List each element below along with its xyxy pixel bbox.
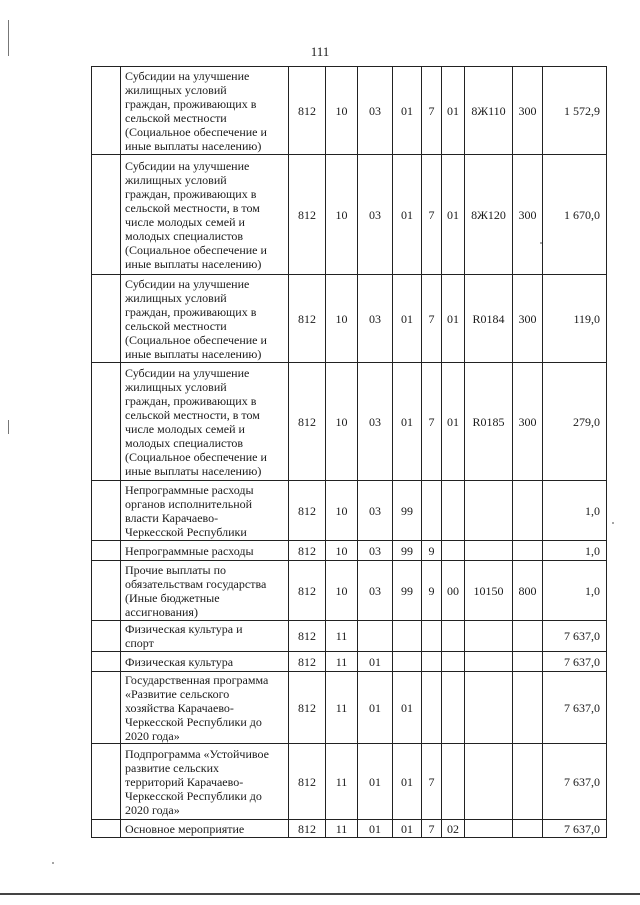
- cell-subsection: 03: [358, 67, 393, 155]
- cell-section: 11: [326, 621, 358, 652]
- row-name-line: 2020 года»: [125, 728, 180, 743]
- row-name-line: Черкесской Республики: [125, 524, 247, 539]
- table-row: [92, 561, 607, 621]
- cell-subprogram: 7: [422, 820, 442, 838]
- cell-subprogram: [422, 621, 442, 652]
- cell-expense-type: [513, 820, 543, 838]
- cell-amount: 7 637,0: [543, 652, 607, 672]
- cell-program: [393, 652, 422, 672]
- cell-program: 01: [393, 275, 422, 363]
- row-name-line: граждан, проживающих в: [125, 96, 257, 111]
- row-name-line: (Социальное обеспечение и: [125, 449, 267, 464]
- cell-target-code: [465, 744, 513, 820]
- cell-subprogram: [422, 652, 442, 672]
- cell-expense-type: 300: [513, 155, 543, 275]
- row-blank-cell: [92, 652, 121, 672]
- cell-subprogram: 7: [422, 67, 442, 155]
- cell-subprogram: [422, 672, 442, 744]
- cell-event: 02: [442, 820, 465, 838]
- cell-target-code: 10150: [465, 561, 513, 621]
- cell-subsection: 03: [358, 155, 393, 275]
- cell-section: 11: [326, 652, 358, 672]
- row-name-cell: [121, 481, 289, 541]
- cell-subsection: 01: [358, 820, 393, 838]
- cell-amount: 279,0: [543, 363, 607, 481]
- row-blank-cell: [92, 481, 121, 541]
- table-row: [92, 155, 607, 275]
- row-name-line: Физическая культура и: [125, 622, 243, 636]
- cell-subprogram: 7: [422, 155, 442, 275]
- cell-section: 10: [326, 275, 358, 363]
- row-blank-cell: [92, 541, 121, 561]
- row-name-line: Подпрограмма «Устойчивое: [125, 746, 269, 761]
- row-blank-cell: [92, 820, 121, 838]
- row-name-line: (Социальное обеспечение и: [125, 332, 267, 347]
- cell-amount: 119,0: [543, 275, 607, 363]
- row-name-line: граждан, проживающих в: [125, 304, 257, 319]
- row-name-line: власти Карачаево-: [125, 510, 219, 525]
- row-name-line: жилищных условий: [125, 379, 227, 394]
- row-name-line: граждан, проживающих в: [125, 186, 257, 201]
- table-body: [92, 67, 607, 838]
- table-row: [92, 67, 607, 155]
- cell-subprogram: 7: [422, 275, 442, 363]
- row-name-cell: [121, 652, 289, 672]
- cell-program: 01: [393, 820, 422, 838]
- row-name-line: спорт: [125, 636, 154, 650]
- cell-event: 00: [442, 561, 465, 621]
- cell-target-code: R0185: [465, 363, 513, 481]
- cell-expense-type: [513, 744, 543, 820]
- cell-expense-type: 300: [513, 363, 543, 481]
- cell-ministry: 812: [289, 744, 326, 820]
- cell-event: 01: [442, 67, 465, 155]
- row-name-cell: [121, 672, 289, 744]
- cell-program: 01: [393, 155, 422, 275]
- scan-speck: [52, 862, 54, 864]
- row-blank-cell: [92, 672, 121, 744]
- row-name-cell: [121, 541, 289, 561]
- cell-ministry: 812: [289, 541, 326, 561]
- cell-ministry: 812: [289, 561, 326, 621]
- table-row: [92, 275, 607, 363]
- table-row: [92, 621, 607, 652]
- row-name-line: Субсидии на улучшение: [125, 158, 250, 173]
- row-name-cell: [121, 621, 289, 652]
- cell-program: 99: [393, 481, 422, 541]
- row-name-line: Субсидии на улучшение: [125, 365, 250, 380]
- cell-ministry: 812: [289, 621, 326, 652]
- row-name-line: Государственная программа: [125, 672, 269, 687]
- row-name-line: обязательствам государства: [125, 576, 267, 591]
- cell-ministry: 812: [289, 820, 326, 838]
- row-name-line: молодых специалистов: [125, 435, 244, 450]
- cell-event: [442, 744, 465, 820]
- row-name-line: жилищных условий: [125, 82, 227, 97]
- table-row: [92, 672, 607, 744]
- row-name-line: числе молодых семей и: [125, 421, 245, 436]
- row-name-line: органов исполнительной: [125, 496, 253, 511]
- table-row: [92, 820, 607, 838]
- cell-amount: 1 670,0: [543, 155, 607, 275]
- table-row: [92, 541, 607, 561]
- row-name-cell: [121, 820, 289, 838]
- cell-program: 99: [393, 561, 422, 621]
- cell-expense-type: 300: [513, 67, 543, 155]
- row-name-line: (Социальное обеспечение и: [125, 124, 267, 139]
- cell-expense-type: [513, 652, 543, 672]
- row-name-line: сельской местности, в том: [125, 407, 260, 422]
- row-name-line: сельской местности: [125, 110, 227, 125]
- row-name-line: (Иные бюджетные: [125, 590, 220, 605]
- table-row: [92, 363, 607, 481]
- row-name-line: иные выплаты населению): [125, 256, 262, 271]
- row-name-line: развитие сельских: [125, 760, 219, 775]
- cell-event: [442, 652, 465, 672]
- cell-subsection: 01: [358, 744, 393, 820]
- cell-ministry: 812: [289, 481, 326, 541]
- row-name-line: Прочие выплаты по: [125, 562, 227, 577]
- cell-subsection: 03: [358, 561, 393, 621]
- row-name-line: Основное мероприятие: [125, 821, 245, 836]
- cell-section: 10: [326, 155, 358, 275]
- cell-subsection: [358, 621, 393, 652]
- cell-expense-type: 300: [513, 275, 543, 363]
- cell-subprogram: 7: [422, 744, 442, 820]
- cell-subsection: 03: [358, 363, 393, 481]
- row-blank-cell: [92, 561, 121, 621]
- row-name-cell: [121, 744, 289, 820]
- cell-section: 11: [326, 744, 358, 820]
- table-row: [92, 652, 607, 672]
- row-name-line: Непрограммные расходы: [125, 543, 254, 558]
- cell-expense-type: [513, 481, 543, 541]
- row-name-line: сельской местности, в том: [125, 200, 260, 215]
- row-blank-cell: [92, 67, 121, 155]
- cell-section: 10: [326, 561, 358, 621]
- cell-ministry: 812: [289, 155, 326, 275]
- cell-amount: 1,0: [543, 541, 607, 561]
- cell-program: 01: [393, 363, 422, 481]
- cell-ministry: 812: [289, 363, 326, 481]
- cell-subsection: 01: [358, 652, 393, 672]
- row-name-line: «Развитие сельского: [125, 686, 230, 701]
- row-name-line: Черкесской Республики до: [125, 788, 262, 803]
- cell-target-code: [465, 820, 513, 838]
- cell-program: [393, 621, 422, 652]
- cell-amount: 1,0: [543, 561, 607, 621]
- row-name-line: иные выплаты населению): [125, 463, 262, 478]
- row-name-line: 2020 года»: [125, 802, 180, 817]
- bottom-rule: [0, 893, 640, 895]
- cell-subprogram: 9: [422, 541, 442, 561]
- row-name-line: Непрограммные расходы: [125, 482, 254, 497]
- cell-amount: 1,0: [543, 481, 607, 541]
- cell-amount: 7 637,0: [543, 672, 607, 744]
- scan-edge-mark: [8, 20, 9, 56]
- cell-target-code: [465, 541, 513, 561]
- cell-section: 10: [326, 67, 358, 155]
- row-name-cell: [121, 155, 289, 275]
- budget-table: [91, 66, 607, 838]
- cell-event: 01: [442, 363, 465, 481]
- row-blank-cell: [92, 363, 121, 481]
- cell-event: [442, 672, 465, 744]
- cell-amount: 7 637,0: [543, 820, 607, 838]
- cell-program: 99: [393, 541, 422, 561]
- scan-edge-mark: [8, 420, 9, 434]
- row-name-cell: [121, 67, 289, 155]
- cell-subsection: 03: [358, 541, 393, 561]
- cell-expense-type: [513, 672, 543, 744]
- cell-program: 01: [393, 67, 422, 155]
- cell-section: 10: [326, 363, 358, 481]
- cell-target-code: 8Ж110: [465, 67, 513, 155]
- cell-target-code: [465, 621, 513, 652]
- cell-event: [442, 621, 465, 652]
- cell-ministry: 812: [289, 672, 326, 744]
- row-name-line: хозяйства Карачаево-: [125, 700, 234, 715]
- row-name-line: (Социальное обеспечение и: [125, 242, 267, 257]
- cell-expense-type: 800: [513, 561, 543, 621]
- cell-amount: 1 572,9: [543, 67, 607, 155]
- page-number: 111: [310, 44, 330, 59]
- cell-subprogram: 7: [422, 363, 442, 481]
- cell-amount: 7 637,0: [543, 621, 607, 652]
- cell-amount: 7 637,0: [543, 744, 607, 820]
- table-row: [92, 481, 607, 541]
- cell-event: [442, 541, 465, 561]
- row-name-line: жилищных условий: [125, 290, 227, 305]
- row-name-line: ассигнования): [125, 604, 198, 619]
- row-name-line: Субсидии на улучшение: [125, 276, 250, 291]
- cell-target-code: [465, 481, 513, 541]
- cell-expense-type: [513, 621, 543, 652]
- row-name-line: территорий Карачаево-: [125, 774, 244, 789]
- row-name-line: жилищных условий: [125, 172, 227, 187]
- row-name-line: сельской местности: [125, 318, 227, 333]
- cell-subprogram: [422, 481, 442, 541]
- row-name-line: иные выплаты населению): [125, 138, 262, 153]
- cell-ministry: 812: [289, 652, 326, 672]
- cell-subsection: 03: [358, 275, 393, 363]
- cell-ministry: 812: [289, 275, 326, 363]
- cell-program: 01: [393, 744, 422, 820]
- row-name-line: иные выплаты населению): [125, 346, 262, 361]
- cell-event: 01: [442, 275, 465, 363]
- cell-section: 11: [326, 820, 358, 838]
- row-name-line: граждан, проживающих в: [125, 393, 257, 408]
- row-name-line: молодых специалистов: [125, 228, 244, 243]
- table-row: [92, 744, 607, 820]
- cell-subsection: 01: [358, 672, 393, 744]
- row-name-line: Субсидии на улучшение: [125, 68, 250, 83]
- row-name-line: Физическая культура: [125, 654, 234, 669]
- cell-expense-type: [513, 541, 543, 561]
- cell-subprogram: 9: [422, 561, 442, 621]
- row-name-cell: [121, 275, 289, 363]
- cell-section: 10: [326, 481, 358, 541]
- row-blank-cell: [92, 744, 121, 820]
- cell-target-code: 8Ж120: [465, 155, 513, 275]
- row-name-line: числе молодых семей и: [125, 214, 245, 229]
- row-name-cell: [121, 561, 289, 621]
- row-blank-cell: [92, 621, 121, 652]
- cell-target-code: [465, 672, 513, 744]
- row-name-cell: [121, 363, 289, 481]
- row-name-line: Черкесской Республики до: [125, 714, 262, 729]
- scan-speck: [540, 242, 542, 244]
- cell-subsection: 03: [358, 481, 393, 541]
- cell-event: [442, 481, 465, 541]
- cell-program: 01: [393, 672, 422, 744]
- cell-section: 10: [326, 541, 358, 561]
- row-blank-cell: [92, 155, 121, 275]
- cell-event: 01: [442, 155, 465, 275]
- cell-target-code: [465, 652, 513, 672]
- cell-ministry: 812: [289, 67, 326, 155]
- row-blank-cell: [92, 275, 121, 363]
- scan-speck: [612, 522, 614, 524]
- cell-section: 11: [326, 672, 358, 744]
- cell-target-code: R0184: [465, 275, 513, 363]
